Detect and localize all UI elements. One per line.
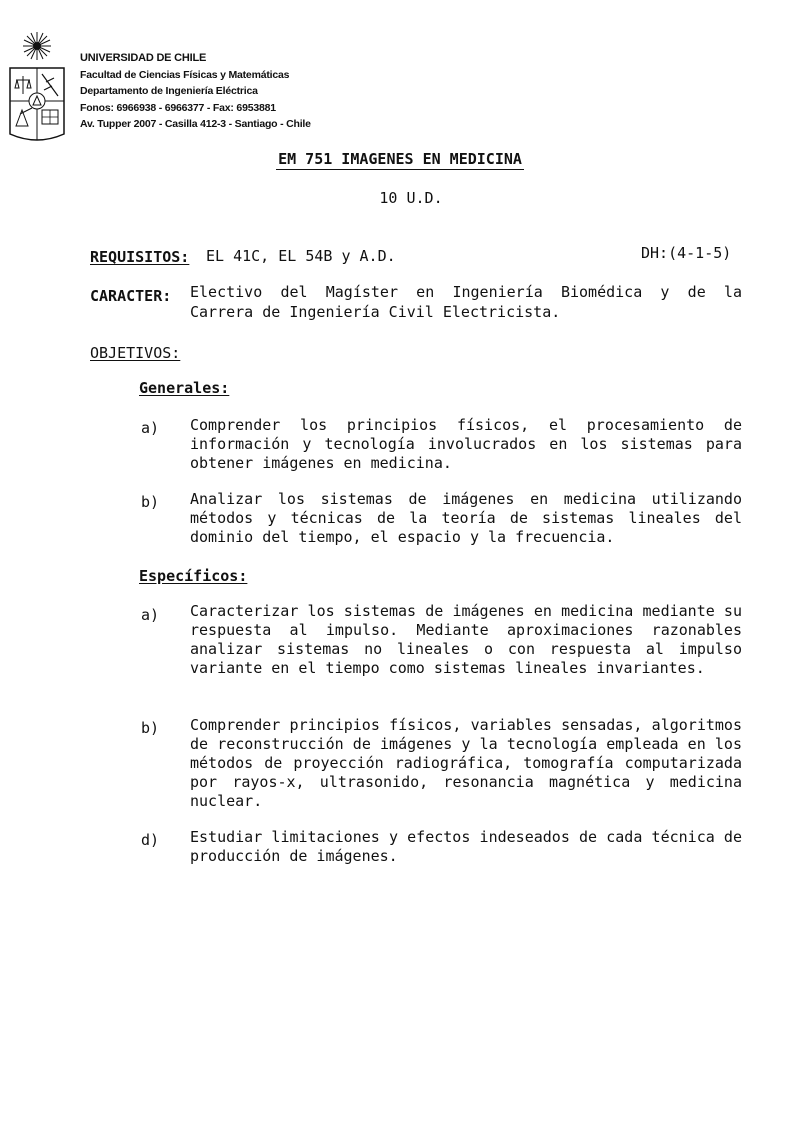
- especificos-item-b-text: Comprender principios físicos, variables sensadas, algoritmos de reconstrucción de imágenes y la tecnología empleada en los métodos de proyección radiográfica, tomografía computarizada por rayos-x, ultrasonido, resonancia magnética y medicina nuclear.: [190, 716, 742, 810]
- especificos-item-a-text: Caracterizar los sistemas de imágenes en medicina mediante su respuesta al impulso. Mediante aproximaciones razonables analizar sistemas no lineales o con respuesta al impulso variante en el tiempo como sistemas lineales invariantes.: [190, 602, 742, 677]
- objetivos-heading: OBJETIVOS:: [90, 344, 181, 362]
- requisitos-value: EL 41C, EL 54B y A.D.: [206, 247, 396, 265]
- generales-item-a-label: a): [141, 419, 160, 437]
- phone-fax: Fonos: 6966938 - 6966377 - Fax: 6953881: [80, 101, 276, 114]
- course-units: 10 U.D.: [379, 189, 443, 207]
- dh-hours: DH:(4-1-5): [641, 244, 732, 262]
- generales-item-b-text: Analizar los sistemas de imágenes en medicina utilizando métodos y técnicas de la teoría de sistemas lineales del dominio del tiempo, el espacio y la frecuencia.: [190, 490, 742, 546]
- caracter-label: CARACTER:: [90, 287, 172, 305]
- requisitos-label: REQUISITOS:: [90, 248, 190, 266]
- especificos-item-d-label: d): [141, 831, 160, 849]
- faculty-name: Facultad de Ciencias Físicas y Matemáticas: [80, 68, 290, 81]
- course-title-block: [0, 149, 800, 169]
- caracter-line-2: Carrera de Ingeniería Civil Electricista.: [190, 303, 561, 321]
- course-title: EM 751 IMAGENES EN MEDICINA: [278, 150, 522, 168]
- especificos-item-b-label: b): [141, 719, 160, 737]
- especificos-item-a-label: a): [141, 606, 160, 624]
- letterhead: [80, 50, 311, 133]
- especificos-heading: Específicos:: [139, 567, 248, 585]
- generales-item-b-label: b): [141, 493, 160, 511]
- caracter-line-1: Electivo del Magíster en Ingeniería Biomédica y de la: [190, 283, 742, 301]
- generales-item-a-text: Comprender los principios físicos, el procesamiento de información y tecnología involucrados en los sistemas para obtener imágenes en medicina.: [190, 416, 742, 472]
- university-name: UNIVERSIDAD DE CHILE: [80, 52, 207, 64]
- generales-heading: Generales:: [139, 379, 230, 397]
- department-name: Departamento de Ingeniería Eléctrica: [80, 85, 258, 97]
- especificos-item-d-text: Estudiar limitaciones y efectos indeseados de cada técnica de producción de imágenes.: [190, 828, 742, 865]
- address: Av. Tupper 2007 - Casilla 412-3 - Santiago - Chile: [80, 118, 311, 130]
- university-crest-icon: [6, 30, 68, 146]
